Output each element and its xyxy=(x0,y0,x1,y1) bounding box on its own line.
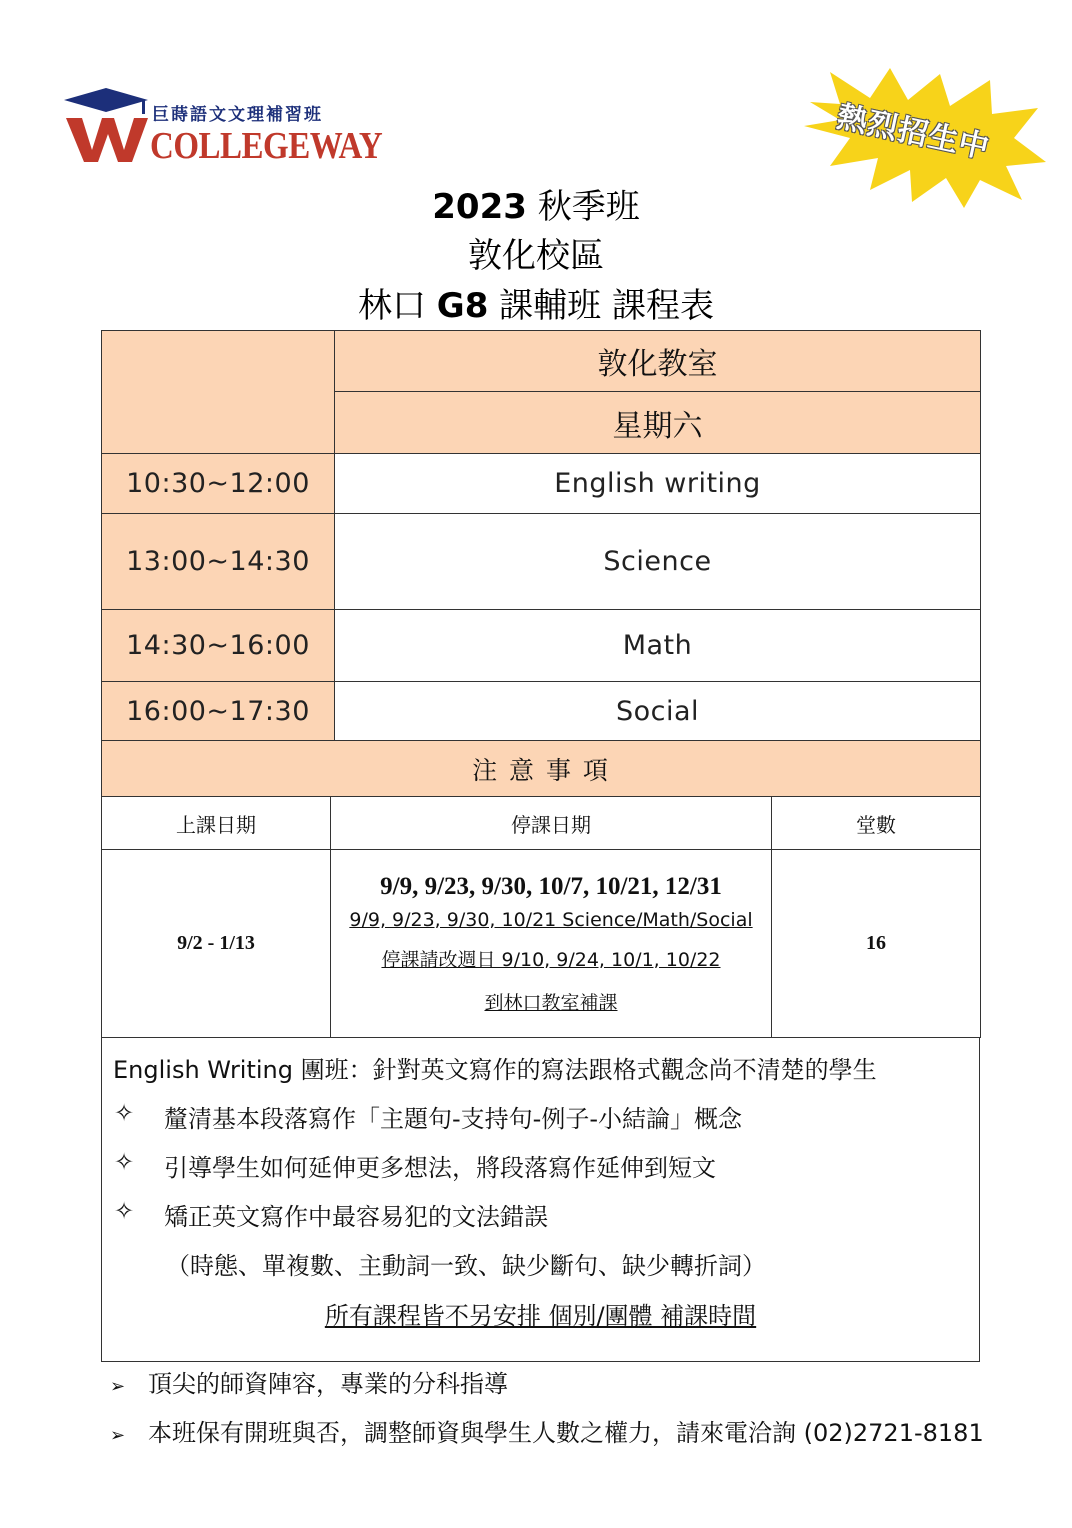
table-row xyxy=(102,514,981,610)
notice-title: 注 意 事 項 xyxy=(102,741,981,797)
subject-cell: Science xyxy=(335,514,981,610)
bottom-item: ➢ 本班保有開班與否，調整師資與學生人數之權力，請來電洽詢 (02)2721-8181 xyxy=(110,1419,984,1447)
writing-intro: English Writing 團班：針對英文寫作的寫法跟格式觀念尚不清楚的學生 xyxy=(113,1056,877,1084)
corner-cell xyxy=(102,331,335,454)
diamond-star-icon: ✧ xyxy=(114,1148,135,1176)
makeup-location-note: 到林口教室補課 xyxy=(484,991,618,1014)
table-row xyxy=(102,682,981,742)
logo-chinese-name: 巨蒔語文文理補習班 xyxy=(152,105,323,125)
makeup-sunday-note: 停課請改週日 9/10, 9/24, 10/1, 10/22 xyxy=(381,948,721,971)
arrow-bullet-icon: ➢ xyxy=(110,1376,126,1397)
diamond-star-icon: ✧ xyxy=(114,1197,135,1225)
class-dates: 9/2 - 1/13 xyxy=(102,850,331,1038)
time-cell: 13:00~14:30 xyxy=(102,514,335,610)
bullet-item: 引導學生如何延伸更多想法，將段落寫作延伸到短文 xyxy=(164,1154,716,1182)
bottom-item: ➢ 頂尖的師資陣容，專業的分科指導 xyxy=(110,1370,508,1398)
time-cell: 14:30~16:00 xyxy=(102,610,335,682)
off-dates-cell xyxy=(331,850,772,1038)
classroom-header: 敦化教室 xyxy=(335,331,981,392)
title-term: 2023 秋季班 xyxy=(432,187,640,227)
collegeway-logo xyxy=(62,86,383,170)
course-notes xyxy=(101,1037,980,1362)
table-row xyxy=(102,610,981,682)
off-dates-list: 9/9, 9/23, 9/30, 10/7, 10/21, 12/31 xyxy=(380,872,722,900)
table-row xyxy=(102,850,981,1038)
diamond-star-icon: ✧ xyxy=(114,1099,135,1127)
col-header-off-dates: 停課日期 xyxy=(331,797,772,850)
off-subjects-note: 9/9, 9/23, 9/30, 10/21 Science/Math/Social xyxy=(349,908,753,931)
no-makeup-note: 所有課程皆不另安排 個別/團體 補課時間 xyxy=(324,1302,757,1330)
subject-cell: Math xyxy=(335,610,981,682)
subject-cell: English writing xyxy=(335,454,981,514)
schedule-table xyxy=(101,330,981,742)
graduation-cap-w-icon xyxy=(62,86,154,166)
time-cell: 10:30~12:00 xyxy=(102,454,335,514)
time-cell: 16:00~17:30 xyxy=(102,682,335,742)
subject-cell: Social xyxy=(335,682,981,742)
bullet-item: 矯正英文寫作中最容易犯的文法錯誤 xyxy=(164,1203,548,1231)
day-header: 星期六 xyxy=(335,392,981,454)
logo-english-name: COLLEGEWAY xyxy=(150,126,383,168)
recruiting-text: 熱烈招生中 xyxy=(833,99,993,166)
lesson-count: 16 xyxy=(772,850,981,1038)
notice-table xyxy=(101,740,981,1038)
col-header-count: 堂數 xyxy=(772,797,981,850)
title-schedule: 林口 G8 課輔班 課程表 xyxy=(357,286,714,326)
grammar-errors-list: （時態、單複數、主動詞一致、缺少斷句、缺少轉折詞） xyxy=(166,1252,766,1280)
table-row xyxy=(102,454,981,514)
bullet-item: 釐清基本段落寫作「主題句-支持句-例子-小結論」概念 xyxy=(164,1105,742,1133)
title-campus: 敦化校區 xyxy=(468,236,604,276)
col-header-dates: 上課日期 xyxy=(102,797,331,850)
arrow-bullet-icon: ➢ xyxy=(110,1425,126,1446)
